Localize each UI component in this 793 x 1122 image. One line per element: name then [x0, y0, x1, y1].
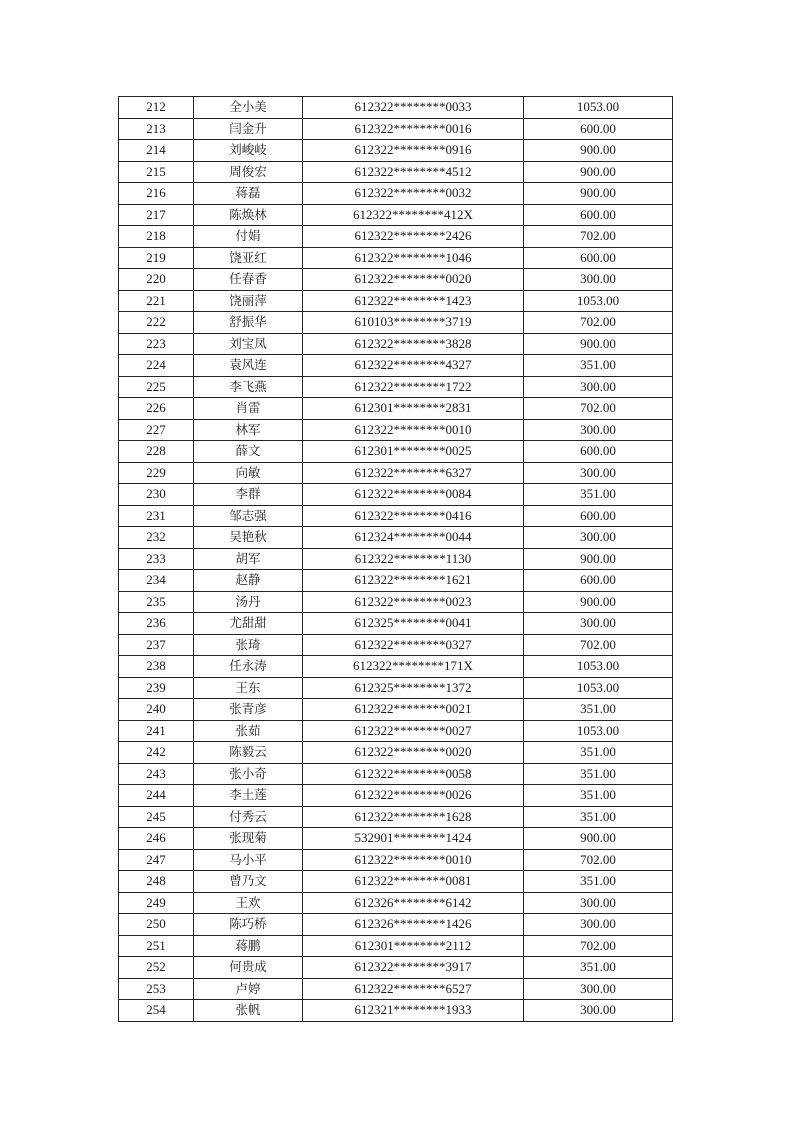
amount-cell: 351.00 [524, 806, 673, 828]
name-cell: 王欢 [194, 892, 303, 914]
amount-cell: 300.00 [524, 914, 673, 936]
name-cell: 任永涛 [194, 656, 303, 678]
row-number-cell: 251 [119, 935, 194, 957]
id-number-cell: 612322********0058 [303, 763, 524, 785]
amount-cell: 900.00 [524, 140, 673, 162]
table-row [119, 161, 673, 183]
table-row [119, 312, 673, 334]
name-cell: 赵静 [194, 570, 303, 592]
id-number-cell: 612322********2426 [303, 226, 524, 248]
table-row [119, 441, 673, 463]
row-number-cell: 227 [119, 419, 194, 441]
row-number-cell: 234 [119, 570, 194, 592]
amount-cell: 300.00 [524, 419, 673, 441]
table-row [119, 290, 673, 312]
row-number-cell: 224 [119, 355, 194, 377]
id-number-cell: 612322********1423 [303, 290, 524, 312]
id-number-cell: 612326********6142 [303, 892, 524, 914]
name-cell: 张茹 [194, 720, 303, 742]
name-cell: 汤丹 [194, 591, 303, 613]
row-number-cell: 222 [119, 312, 194, 334]
name-cell: 向敏 [194, 462, 303, 484]
id-number-cell: 612325********0041 [303, 613, 524, 635]
table-row [119, 978, 673, 1000]
id-number-cell: 612322********0010 [303, 849, 524, 871]
name-cell: 何贵成 [194, 957, 303, 979]
row-number-cell: 240 [119, 699, 194, 721]
amount-cell: 600.00 [524, 570, 673, 592]
amount-cell: 1053.00 [524, 656, 673, 678]
table-row [119, 1000, 673, 1022]
row-number-cell: 231 [119, 505, 194, 527]
row-number-cell: 235 [119, 591, 194, 613]
row-number-cell: 241 [119, 720, 194, 742]
name-cell: 付秀云 [194, 806, 303, 828]
amount-cell: 900.00 [524, 828, 673, 850]
amount-cell: 900.00 [524, 333, 673, 355]
name-cell: 李飞燕 [194, 376, 303, 398]
table-row [119, 462, 673, 484]
id-number-cell: 612322********3828 [303, 333, 524, 355]
amount-cell: 1053.00 [524, 97, 673, 119]
amount-cell: 300.00 [524, 462, 673, 484]
amount-cell: 702.00 [524, 312, 673, 334]
table-row [119, 763, 673, 785]
id-number-cell: 612322********171X [303, 656, 524, 678]
row-number-cell: 250 [119, 914, 194, 936]
row-number-cell: 221 [119, 290, 194, 312]
row-number-cell: 230 [119, 484, 194, 506]
row-number-cell: 249 [119, 892, 194, 914]
row-number-cell: 233 [119, 548, 194, 570]
table-row [119, 591, 673, 613]
id-number-cell: 612322********6527 [303, 978, 524, 1000]
amount-cell: 300.00 [524, 892, 673, 914]
table-row [119, 806, 673, 828]
row-number-cell: 244 [119, 785, 194, 807]
table-row [119, 892, 673, 914]
id-number-cell: 612322********1130 [303, 548, 524, 570]
row-number-cell: 218 [119, 226, 194, 248]
row-number-cell: 226 [119, 398, 194, 420]
table-row [119, 871, 673, 893]
table-row [119, 97, 673, 119]
table-row [119, 914, 673, 936]
amount-cell: 300.00 [524, 613, 673, 635]
row-number-cell: 252 [119, 957, 194, 979]
table-row [119, 398, 673, 420]
amount-cell: 600.00 [524, 118, 673, 140]
name-cell: 张现菊 [194, 828, 303, 850]
id-number-cell: 532901********1424 [303, 828, 524, 850]
row-number-cell: 236 [119, 613, 194, 635]
row-number-cell: 219 [119, 247, 194, 269]
row-number-cell: 242 [119, 742, 194, 764]
name-cell: 蒋鹏 [194, 935, 303, 957]
amount-cell: 300.00 [524, 978, 673, 1000]
table-row [119, 828, 673, 850]
name-cell: 林军 [194, 419, 303, 441]
table-row [119, 183, 673, 205]
amount-cell: 300.00 [524, 376, 673, 398]
amount-cell: 351.00 [524, 699, 673, 721]
id-number-cell: 612301********0025 [303, 441, 524, 463]
id-number-cell: 612322********412X [303, 204, 524, 226]
table-row [119, 527, 673, 549]
row-number-cell: 253 [119, 978, 194, 1000]
name-cell: 饶丽萍 [194, 290, 303, 312]
amount-cell: 600.00 [524, 441, 673, 463]
name-cell: 陈焕林 [194, 204, 303, 226]
amount-cell: 900.00 [524, 183, 673, 205]
table-row [119, 634, 673, 656]
id-number-cell: 612322********0084 [303, 484, 524, 506]
name-cell: 周俊宏 [194, 161, 303, 183]
id-number-cell: 612322********0327 [303, 634, 524, 656]
table-row [119, 269, 673, 291]
id-number-cell: 612322********4327 [303, 355, 524, 377]
name-cell: 卢婷 [194, 978, 303, 1000]
row-number-cell: 212 [119, 97, 194, 119]
id-number-cell: 612322********0081 [303, 871, 524, 893]
row-number-cell: 223 [119, 333, 194, 355]
name-cell: 薛文 [194, 441, 303, 463]
row-number-cell: 248 [119, 871, 194, 893]
amount-cell: 600.00 [524, 505, 673, 527]
id-number-cell: 612322********0016 [303, 118, 524, 140]
name-cell: 李群 [194, 484, 303, 506]
row-number-cell: 214 [119, 140, 194, 162]
id-number-cell: 612322********1621 [303, 570, 524, 592]
table-row [119, 613, 673, 635]
table-row [119, 699, 673, 721]
id-number-cell: 612322********6327 [303, 462, 524, 484]
table-row [119, 204, 673, 226]
name-cell: 付娟 [194, 226, 303, 248]
amount-cell: 702.00 [524, 398, 673, 420]
name-cell: 陈巧桥 [194, 914, 303, 936]
table-row [119, 355, 673, 377]
name-cell: 张小奇 [194, 763, 303, 785]
row-number-cell: 215 [119, 161, 194, 183]
amount-cell: 702.00 [524, 634, 673, 656]
row-number-cell: 216 [119, 183, 194, 205]
table-row [119, 677, 673, 699]
table-row [119, 935, 673, 957]
id-number-cell: 612324********0044 [303, 527, 524, 549]
id-number-cell: 612322********0026 [303, 785, 524, 807]
table-row [119, 742, 673, 764]
table-row [119, 247, 673, 269]
table-row [119, 570, 673, 592]
id-number-cell: 612325********1372 [303, 677, 524, 699]
amount-cell: 702.00 [524, 935, 673, 957]
roster-table [118, 96, 673, 1022]
name-cell: 胡军 [194, 548, 303, 570]
id-number-cell: 612322********1722 [303, 376, 524, 398]
amount-cell: 351.00 [524, 957, 673, 979]
id-number-cell: 612322********1046 [303, 247, 524, 269]
name-cell: 饶亚红 [194, 247, 303, 269]
id-number-cell: 612322********0032 [303, 183, 524, 205]
name-cell: 任春香 [194, 269, 303, 291]
id-number-cell: 612322********0416 [303, 505, 524, 527]
amount-cell: 600.00 [524, 247, 673, 269]
row-number-cell: 245 [119, 806, 194, 828]
row-number-cell: 228 [119, 441, 194, 463]
amount-cell: 351.00 [524, 763, 673, 785]
table-row [119, 333, 673, 355]
name-cell: 袁风连 [194, 355, 303, 377]
table-row [119, 720, 673, 742]
id-number-cell: 612322********3917 [303, 957, 524, 979]
table-row [119, 656, 673, 678]
amount-cell: 351.00 [524, 742, 673, 764]
id-number-cell: 612322********0020 [303, 269, 524, 291]
id-number-cell: 612321********1933 [303, 1000, 524, 1022]
name-cell: 舒振华 [194, 312, 303, 334]
id-number-cell: 610103********3719 [303, 312, 524, 334]
id-number-cell: 612322********1628 [303, 806, 524, 828]
name-cell: 陈毅云 [194, 742, 303, 764]
amount-cell: 351.00 [524, 484, 673, 506]
table-row [119, 140, 673, 162]
amount-cell: 900.00 [524, 161, 673, 183]
amount-cell: 351.00 [524, 785, 673, 807]
amount-cell: 300.00 [524, 1000, 673, 1022]
amount-cell: 600.00 [524, 204, 673, 226]
amount-cell: 702.00 [524, 226, 673, 248]
row-number-cell: 220 [119, 269, 194, 291]
table-row [119, 957, 673, 979]
name-cell: 闫金升 [194, 118, 303, 140]
name-cell: 马小平 [194, 849, 303, 871]
amount-cell: 900.00 [524, 548, 673, 570]
id-number-cell: 612322********0023 [303, 591, 524, 613]
table-row [119, 548, 673, 570]
amount-cell: 1053.00 [524, 677, 673, 699]
amount-cell: 300.00 [524, 527, 673, 549]
table-row [119, 849, 673, 871]
table-row [119, 118, 673, 140]
id-number-cell: 612322********0010 [303, 419, 524, 441]
table-row [119, 785, 673, 807]
id-number-cell: 612322********0033 [303, 97, 524, 119]
name-cell: 蒋磊 [194, 183, 303, 205]
name-cell: 刘宝凤 [194, 333, 303, 355]
row-number-cell: 217 [119, 204, 194, 226]
row-number-cell: 213 [119, 118, 194, 140]
name-cell: 王东 [194, 677, 303, 699]
table-row [119, 376, 673, 398]
id-number-cell: 612301********2831 [303, 398, 524, 420]
table-row [119, 484, 673, 506]
name-cell: 李土莲 [194, 785, 303, 807]
name-cell: 张帆 [194, 1000, 303, 1022]
row-number-cell: 225 [119, 376, 194, 398]
id-number-cell: 612322********4512 [303, 161, 524, 183]
name-cell: 张青彦 [194, 699, 303, 721]
row-number-cell: 232 [119, 527, 194, 549]
name-cell: 尤甜甜 [194, 613, 303, 635]
amount-cell: 1053.00 [524, 290, 673, 312]
roster-table-body [119, 97, 673, 1022]
table-row [119, 505, 673, 527]
row-number-cell: 237 [119, 634, 194, 656]
row-number-cell: 246 [119, 828, 194, 850]
name-cell: 邹志强 [194, 505, 303, 527]
row-number-cell: 239 [119, 677, 194, 699]
row-number-cell: 247 [119, 849, 194, 871]
row-number-cell: 254 [119, 1000, 194, 1022]
name-cell: 全小美 [194, 97, 303, 119]
row-number-cell: 229 [119, 462, 194, 484]
id-number-cell: 612322********0027 [303, 720, 524, 742]
amount-cell: 351.00 [524, 355, 673, 377]
row-number-cell: 238 [119, 656, 194, 678]
id-number-cell: 612301********2112 [303, 935, 524, 957]
name-cell: 肖雷 [194, 398, 303, 420]
table-row [119, 419, 673, 441]
name-cell: 曾乃文 [194, 871, 303, 893]
amount-cell: 351.00 [524, 871, 673, 893]
id-number-cell: 612326********1426 [303, 914, 524, 936]
id-number-cell: 612322********0916 [303, 140, 524, 162]
name-cell: 张琦 [194, 634, 303, 656]
name-cell: 刘峻岐 [194, 140, 303, 162]
table-row [119, 226, 673, 248]
name-cell: 吴艳秋 [194, 527, 303, 549]
amount-cell: 300.00 [524, 269, 673, 291]
row-number-cell: 243 [119, 763, 194, 785]
id-number-cell: 612322********0020 [303, 742, 524, 764]
amount-cell: 702.00 [524, 849, 673, 871]
amount-cell: 900.00 [524, 591, 673, 613]
id-number-cell: 612322********0021 [303, 699, 524, 721]
amount-cell: 1053.00 [524, 720, 673, 742]
